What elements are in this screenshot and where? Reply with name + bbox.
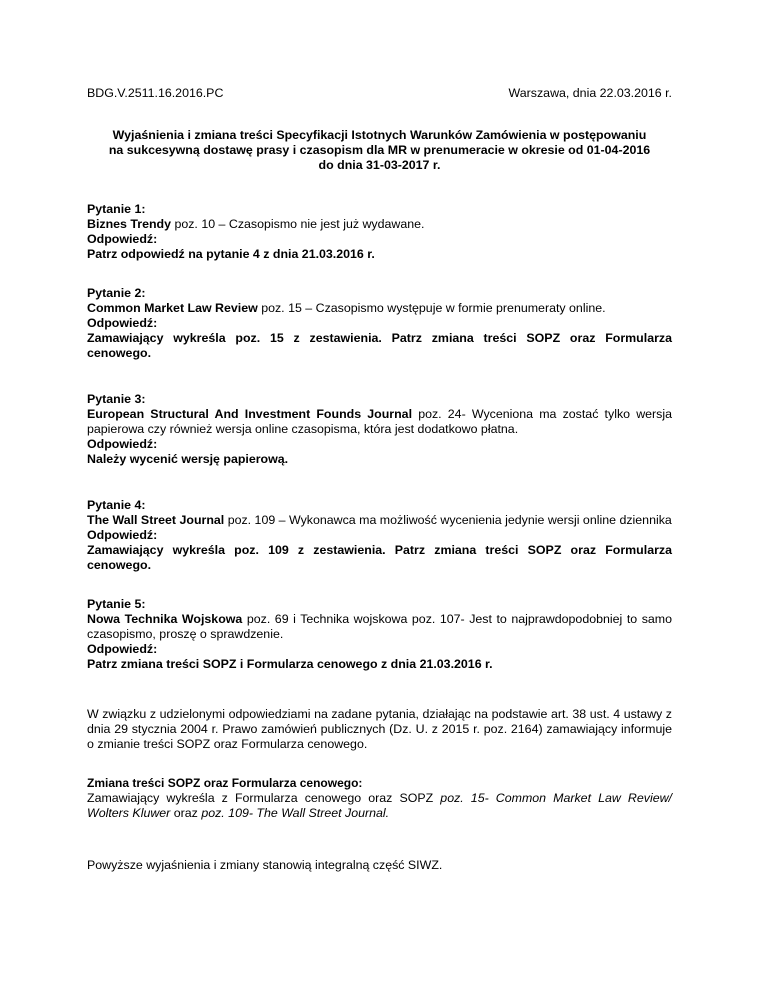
question-body: poz. 109 – Wykonawca ma możliwość wycenienia jedynie wersji online dziennika <box>224 513 672 527</box>
place-date: Warszawa, dnia 22.03.2016 r. <box>508 86 672 100</box>
answer-text: Należy wycenić wersję papierową. <box>87 452 289 466</box>
question-subject: European Structural And Investment Founds Journal <box>87 407 413 421</box>
answer-text: Patrz odpowiedź na pytanie 4 z dnia 21.03.2016 r. <box>87 247 375 261</box>
question-body: poz. 69 i Technika wojskowa poz. 107- Jest to najprawdopodobniej to samo czasopismo, proszę o sprawdzenie. <box>87 612 672 641</box>
answer-label: Odpowiedź: <box>87 316 158 330</box>
question-body: poz. 24- Wyceniona ma zostać tylko wersja papierowa czy również wersja online czasopisma, która jest dodatkowo płatna. <box>87 407 673 436</box>
title-line: do dnia 31-03-2017 r. <box>318 158 441 172</box>
question-label: Pytanie 4: <box>87 498 146 512</box>
answer-label: Odpowiedź: <box>87 642 158 656</box>
question-block-1 <box>87 202 672 262</box>
answer-text: Patrz zmiana treści SOPZ i Formularza cenowego z dnia 21.03.2016 r. <box>87 657 493 671</box>
question-text <box>87 513 672 528</box>
question-block-5 <box>87 597 672 672</box>
question-subject: Nowa Technika Wojskowa <box>87 612 243 626</box>
answer-label: Odpowiedź: <box>87 528 158 542</box>
change-item-2: poz. 109- The Wall Street Journal. <box>201 806 390 820</box>
answer-label: Odpowiedź: <box>87 437 158 451</box>
question-label: Pytanie 2: <box>87 286 146 300</box>
question-label: Pytanie 3: <box>87 392 146 406</box>
change-text-1: Zamawiający wykreśla z Formularza cenowego oraz SOPZ <box>87 791 441 805</box>
change-section-title: Zmiana treści SOPZ oraz Formularza cenowego: <box>87 776 363 790</box>
change-item-1: poz. 15- Common Market Law Review/ Wolters Kluwer <box>87 791 672 820</box>
question-text <box>87 407 672 437</box>
question-text <box>87 217 672 232</box>
answer-label: Odpowiedź: <box>87 232 158 246</box>
title-line: Wyjaśnienia i zmiana treści Specyfikacji Istotnych Warunków Zamówienia w postępowaniu <box>112 128 647 142</box>
title-line: na sukcesywną dostawę prasy i czasopism dla MR w prenumeracie w okresie od 01-04-2016 <box>108 143 651 157</box>
question-subject: Common Market Law Review <box>87 301 258 315</box>
question-text <box>87 301 672 316</box>
legal-basis-paragraph: W związku z udzielonymi odpowiedziami na zadane pytania, działając na podstawie art. 38 ust. 4 ustawy z dnia 29 stycznia 2004 r. Prawo zamówień publicznych (Dz. U. z 2015 r. poz. 2164) zamawiający informuje o zmianie treści SOPZ oraz Formularza cenowego. <box>87 707 672 751</box>
closing-statement: Powyższe wyjaśnienia i zmiany stanowią integralną część SIWZ. <box>87 858 443 872</box>
document-page <box>87 86 672 873</box>
reference-number: BDG.V.2511.16.2016.PC <box>87 86 224 100</box>
question-block-2 <box>87 286 672 361</box>
question-subject: Biznes Trendy <box>87 217 172 231</box>
question-body: poz. 15 – Czasopismo występuje w formie prenumeraty online. <box>257 301 606 315</box>
question-body: poz. 10 – Czasopismo nie jest już wydawane. <box>171 217 425 231</box>
change-text-2: oraz <box>170 806 202 820</box>
change-section <box>87 776 672 821</box>
question-subject: The Wall Street Journal <box>87 513 225 527</box>
question-block-4 <box>87 498 672 573</box>
answer-text: Zamawiający wykreśla poz. 109 z zestawienia. Patrz zmiana treści SOPZ oraz Formularza cenowego. <box>87 543 672 572</box>
question-block-3 <box>87 392 672 467</box>
question-text <box>87 612 672 642</box>
change-section-text <box>87 791 672 821</box>
answer-text: Zamawiający wykreśla poz. 15 z zestawienia. Patrz zmiana treści SOPZ oraz Formularza cenowego. <box>87 331 672 360</box>
document-header <box>87 86 672 101</box>
document-title <box>87 128 672 173</box>
question-label: Pytanie 5: <box>87 597 146 611</box>
question-label: Pytanie 1: <box>87 202 146 216</box>
